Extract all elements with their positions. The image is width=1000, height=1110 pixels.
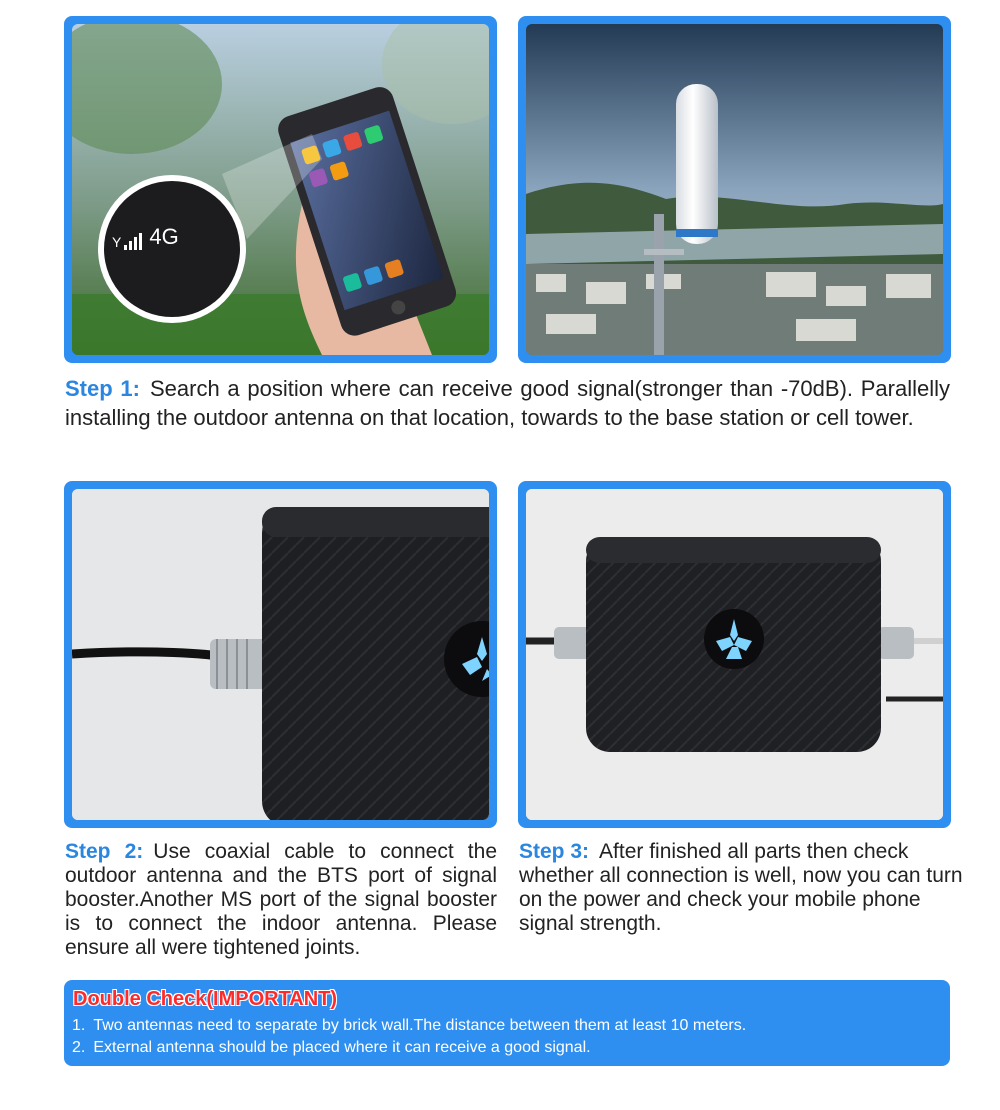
- outdoor-antenna-photo: [526, 24, 943, 355]
- phone-signal-photo: [72, 24, 489, 355]
- photo-frame-phone: [64, 16, 497, 363]
- item-text: External antenna should be placed where it can receive a good signal.: [93, 1039, 591, 1056]
- antenna-icon: Y: [112, 234, 122, 250]
- step2-label: Step 2:: [65, 840, 144, 863]
- step1-paragraph: [65, 374, 950, 432]
- network-type-label: 4G: [149, 224, 179, 249]
- step1-text: Search a position where can receive good signal(stronger than -70dB). Parallelly installing the outdoor antenna on that location, towards to the base station or cell tower.: [65, 376, 950, 430]
- step1-label: Step 1:: [65, 376, 140, 401]
- signal-bars-icon: [124, 233, 142, 250]
- phone-signal-illustration: [72, 24, 489, 355]
- step3-label: Step 3:: [519, 840, 590, 863]
- step2-paragraph: [65, 840, 497, 960]
- double-check-box: [64, 980, 950, 1066]
- item-number: 2.: [72, 1039, 86, 1056]
- double-check-item: [72, 1039, 591, 1057]
- item-number: 1.: [72, 1017, 86, 1034]
- step2-text: Use coaxial cable to connect the outdoor antenna and the BTS port of signal booster.Another MS port of the signal booster is to connect the indoor antenna. Please ensure all were tightened joints.: [65, 840, 497, 959]
- double-check-title: Double Check(IMPORTANT): [73, 988, 338, 1010]
- outdoor-antenna-illustration: [526, 24, 943, 355]
- booster-closeup-photo: [72, 489, 489, 820]
- step3-paragraph: [519, 840, 964, 936]
- booster-full-photo: [526, 489, 943, 820]
- signal-zoom-indicator: [112, 224, 179, 250]
- booster-closeup-illustration: [72, 489, 489, 820]
- photo-frame-booster-full: [518, 481, 951, 828]
- photo-frame-booster-closeup: [64, 481, 497, 828]
- double-check-item: [72, 1017, 746, 1035]
- step3-text: After finished all parts then check whether all connection is well, now you can turn on the power and check your mobile phone signal strength.: [519, 840, 963, 935]
- booster-full-illustration: [526, 489, 943, 820]
- item-text: Two antennas need to separate by brick wall.The distance between them at least 10 meters.: [93, 1017, 747, 1034]
- photo-frame-antenna: [518, 16, 951, 363]
